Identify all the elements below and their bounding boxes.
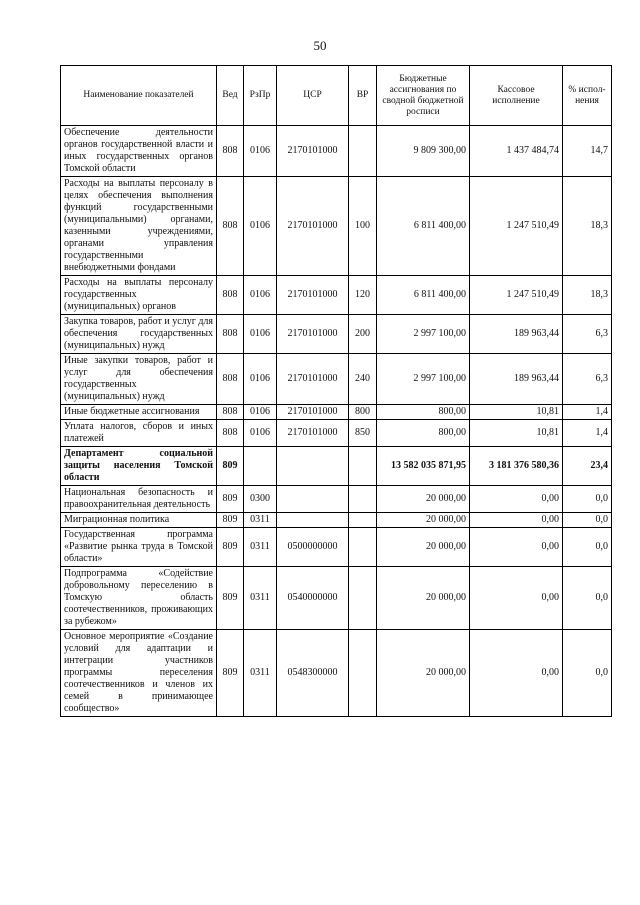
cell-ved: 808 [217,420,244,447]
table-row [61,486,612,513]
cell-name: Уплата налогов, сборов и иных платежей [61,420,217,447]
cell-name: Расходы на выплаты персоналу в целях обеспечения выполнения функций государственными (муниципальными) органами, казенными учреждениями, органами управления государственными внебюджетными фондами [61,177,217,276]
cell-vr [349,486,377,513]
cell-rzpr: 0311 [244,630,277,717]
cell-rzpr: 0106 [244,354,277,405]
cell-name: Национальная безопасность и правоохранительная деятельность [61,486,217,513]
cell-ved: 809 [217,486,244,513]
cell-csr: 2170101000 [277,420,349,447]
cell-csr: 2170101000 [277,126,349,177]
cell-percent: 6,3 [563,354,612,405]
header-cash: Кассовое исполнение [470,66,563,126]
cell-budget: 9 809 300,00 [377,126,470,177]
cell-percent: 0,0 [563,630,612,717]
cell-csr: 0500000000 [277,528,349,567]
cell-name: Государственная программа «Развитие рынка труда в Томской области» [61,528,217,567]
cell-name: Обеспечение деятельности органов государственной власти и иных государственных органов Томской области [61,126,217,177]
cell-name: Иные бюджетные ассигнования [61,405,217,420]
cell-percent: 0,0 [563,567,612,630]
cell-percent: 0,0 [563,528,612,567]
cell-cash: 1 247 510,49 [470,177,563,276]
cell-cash: 10,81 [470,405,563,420]
cell-cash: 0,00 [470,630,563,717]
header-csr: ЦСР [277,66,349,126]
cell-rzpr: 0106 [244,126,277,177]
cell-percent: 18,3 [563,177,612,276]
cell-vr [349,126,377,177]
cell-ved: 809 [217,528,244,567]
cell-budget: 6 811 400,00 [377,177,470,276]
table-row [61,315,612,354]
cell-rzpr: 0106 [244,315,277,354]
cell-ved: 808 [217,276,244,315]
cell-budget: 800,00 [377,405,470,420]
cell-budget: 20 000,00 [377,630,470,717]
cell-ved: 809 [217,630,244,717]
cell-cash: 0,00 [470,567,563,630]
header-percent: % испол-нения [563,66,612,126]
cell-ved: 808 [217,315,244,354]
cell-percent: 1,4 [563,405,612,420]
cell-budget: 20 000,00 [377,528,470,567]
header-rzpr: РзПр [244,66,277,126]
page-number: 50 [313,38,327,53]
cell-cash: 0,00 [470,513,563,528]
cell-rzpr: 0311 [244,513,277,528]
cell-percent: 0,0 [563,513,612,528]
cell-rzpr: 0300 [244,486,277,513]
cell-cash: 189 963,44 [470,315,563,354]
cell-name: Закупка товаров, работ и услуг для обеспечения государственных (муниципальных) нужд [61,315,217,354]
cell-cash: 10,81 [470,420,563,447]
cell-percent: 6,3 [563,315,612,354]
cell-name: Основное мероприятие «Создание условий для адаптации и интеграции участников программы переселения соотечественников и членов их семей в принимающее сообщество» [61,630,217,717]
table-row [61,630,612,717]
cell-budget: 2 997 100,00 [377,315,470,354]
cell-csr: 2170101000 [277,405,349,420]
cell-ved: 808 [217,354,244,405]
cell-budget: 20 000,00 [377,486,470,513]
cell-vr [349,630,377,717]
cell-csr: 0540000000 [277,567,349,630]
cell-cash: 0,00 [470,528,563,567]
cell-vr: 100 [349,177,377,276]
cell-budget: 6 811 400,00 [377,276,470,315]
cell-vr: 850 [349,420,377,447]
cell-csr [277,486,349,513]
cell-vr [349,528,377,567]
header-vr: ВР [349,66,377,126]
table-row [61,276,612,315]
table-row [61,354,612,405]
cell-cash: 189 963,44 [470,354,563,405]
cell-rzpr: 0106 [244,420,277,447]
cell-csr: 2170101000 [277,177,349,276]
cell-percent: 1,4 [563,420,612,447]
cell-rzpr: 0106 [244,276,277,315]
table-row [61,126,612,177]
cell-csr: 2170101000 [277,276,349,315]
cell-ved: 808 [217,405,244,420]
cell-ved: 808 [217,177,244,276]
cell-percent: 23,4 [563,447,612,486]
cell-budget: 20 000,00 [377,567,470,630]
cell-cash: 3 181 376 580,36 [470,447,563,486]
cell-vr [349,513,377,528]
cell-cash: 1 437 484,74 [470,126,563,177]
cell-vr [349,567,377,630]
cell-name: Расходы на выплаты персоналу государственных (муниципальных) органов [61,276,217,315]
cell-ved: 808 [217,126,244,177]
table-row [61,447,612,486]
header-budget: Бюджетные ассигнования по сводной бюджетной росписи [377,66,470,126]
cell-ved: 809 [217,567,244,630]
cell-budget: 800,00 [377,420,470,447]
header-name: Наименование показателей [61,66,217,126]
cell-name: Подпрограмма «Содействие добровольному переселению в Томскую область соотечественников, проживающих за рубежом» [61,567,217,630]
cell-vr: 200 [349,315,377,354]
table-header-row [61,66,612,126]
cell-percent: 0,0 [563,486,612,513]
cell-rzpr: 0311 [244,528,277,567]
table-row [61,177,612,276]
cell-csr: 2170101000 [277,315,349,354]
table-row [61,405,612,420]
header-ved: Вед [217,66,244,126]
table-body [61,126,612,717]
cell-ved: 809 [217,447,244,486]
table-row [61,567,612,630]
budget-table [60,65,612,717]
cell-vr: 800 [349,405,377,420]
cell-csr [277,447,349,486]
cell-name: Департамент социальной защиты населения Томской области [61,447,217,486]
cell-budget: 20 000,00 [377,513,470,528]
cell-rzpr: 0106 [244,177,277,276]
cell-cash: 1 247 510,49 [470,276,563,315]
cell-percent: 14,7 [563,126,612,177]
cell-rzpr [244,447,277,486]
cell-budget: 2 997 100,00 [377,354,470,405]
cell-ved: 809 [217,513,244,528]
cell-csr: 0548300000 [277,630,349,717]
cell-vr [349,447,377,486]
table-row [61,528,612,567]
cell-vr: 240 [349,354,377,405]
cell-vr: 120 [349,276,377,315]
table-row [61,513,612,528]
cell-name: Иные закупки товаров, работ и услуг для обеспечения государственных (муниципальных) нужд [61,354,217,405]
cell-cash: 0,00 [470,486,563,513]
cell-name: Миграционная политика [61,513,217,528]
cell-csr: 2170101000 [277,354,349,405]
table-row [61,420,612,447]
cell-rzpr: 0106 [244,405,277,420]
cell-csr [277,513,349,528]
cell-rzpr: 0311 [244,567,277,630]
cell-budget: 13 582 035 871,95 [377,447,470,486]
cell-percent: 18,3 [563,276,612,315]
